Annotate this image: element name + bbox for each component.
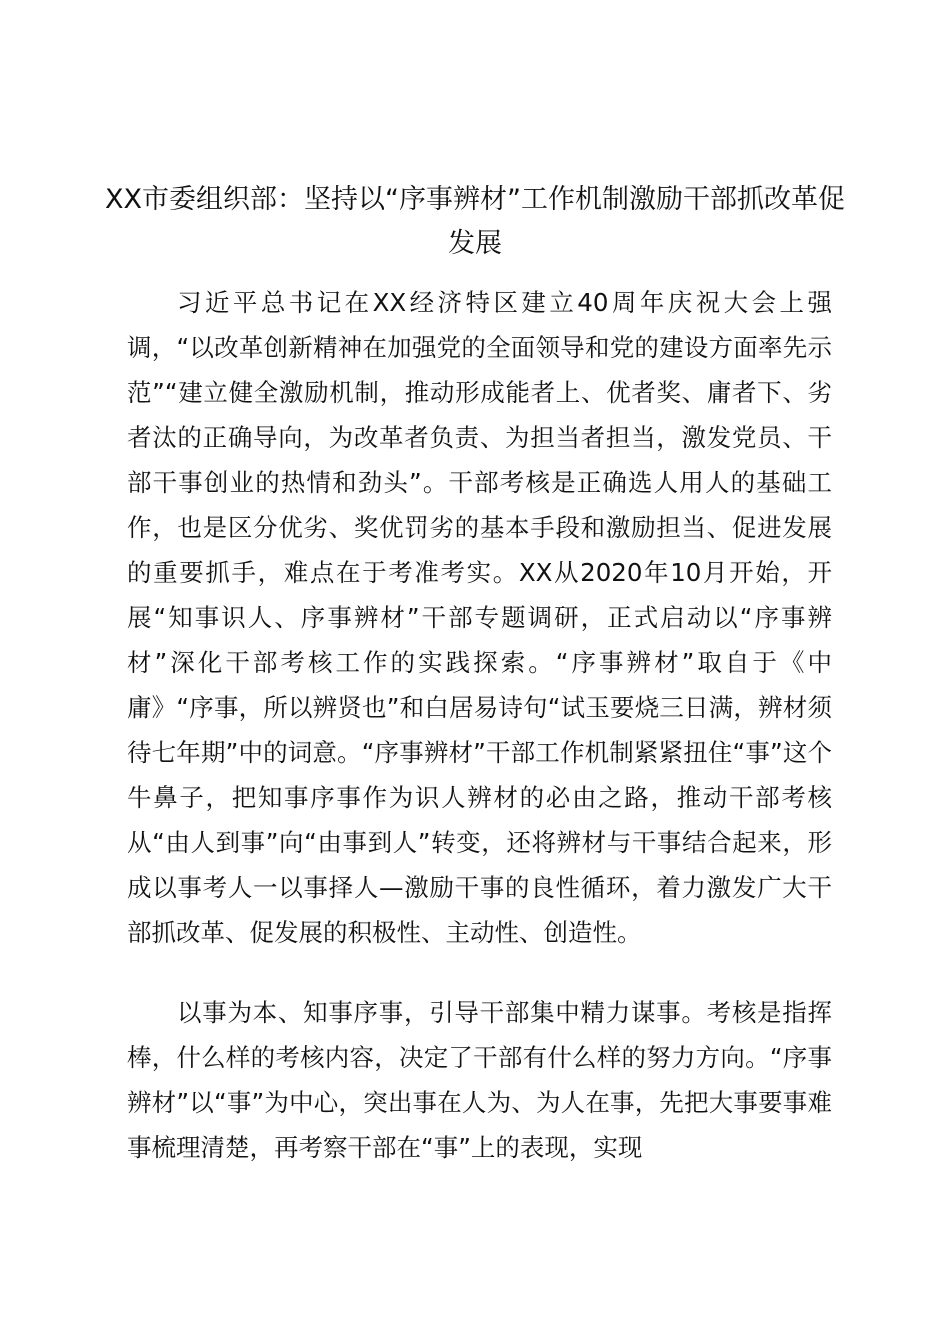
paragraph-1: 习近平总书记在XX经济特区建立40周年庆祝大会上强调，“以改革创新精神在加强党的全面领导和党的建设方面率先示范”“建立健全激励机制，推动形成能者上、优者奖、庸者下、劣者汰的正确导向，为改革者负责、为担当者担当，激发党员、干部干事创业的热情和劲头”。干部考核是正确选人用人的基础工作，也是区分优劣、奖优罚劣的基本手段和激励担当、促进发展的重要抓手，难点在于考准考实。XX从2020年10月开始，开展“知事识人、序事辨材”干部专题调研，正式启动以“序事辨材”深化干部考核工作的实践探索。“序事辨材”取自于《中庸》“序事，所以辨贤也”和白居易诗句“试玉要烧三日满，辨材须待七年期”中的词意。“序事辨材”干部工作机制紧紧扭住“事”这个牛鼻子，把知事序事作为识人辨材的必由之路，推动干部考核从“由人到事”向“由事到人”转变，还将辨材与干事结合起来，形成以事考人一以事择人—激励干事的良性循环，着力激发广大干部抓改革、促发展的积极性、主动性、创造性。: [127, 288, 832, 947]
paragraph-2: 以事为本、知事序事，引导干部集中精力谋事。考核是指挥棒，什么样的考核内容，决定了干部有什么样的努力方向。“序事辨材”以“事”为中心，突出事在人为、为人在事，先把大事要事难事梳理清楚，再考察干部在“事”上的表现，实现: [127, 998, 832, 1162]
document-title: XX市委组织部：坚持以“序事辨材”工作机制激励干部抓改革促发展: [105, 184, 845, 259]
